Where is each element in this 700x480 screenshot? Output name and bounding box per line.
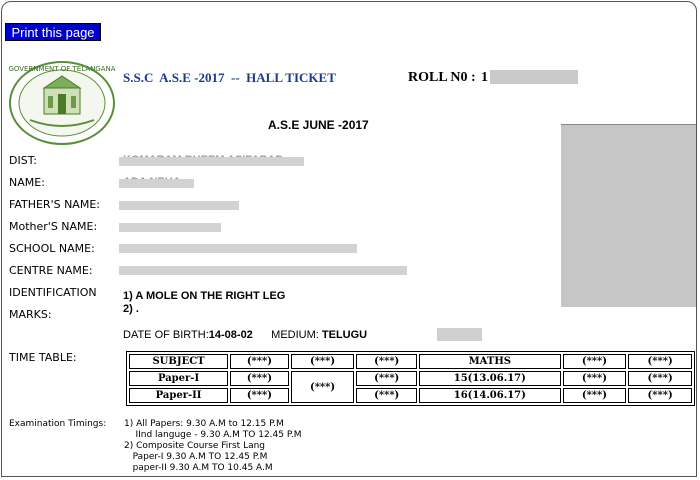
father-name-label: FATHER'S NAME:	[9, 198, 100, 211]
exam-timings-label: Examination Timings:	[9, 419, 107, 429]
exam-timings-text: 1) All Papers: 9.30 A.M to 12.15 P.M IInd languge - 9.30 A.M TO 12.45 P.M 2) Composite Course First Lang Paper-I 9.30 A.M TO 12.45 P.M paper-II 9.30 A.M TO 10.45 A.M	[124, 419, 302, 473]
timetable-row-paper-2	[129, 388, 692, 403]
emblem-text: GOVERNMENT OF TELANGANA	[8, 65, 116, 73]
timetable-cell: (***)	[356, 371, 417, 386]
timetable-cell: (***)	[628, 388, 692, 403]
medium-value: TELUGU	[321, 329, 368, 341]
print-page-button[interactable]: Print this page	[5, 23, 101, 41]
hall-ticket-title: S.S.C A.S.E -2017 -- HALL TICKET	[123, 70, 336, 85]
timetable-cell: (***)	[563, 371, 627, 386]
timetable-header-cell: (***)	[356, 354, 417, 369]
timetable-paper-label: Paper-II	[129, 388, 228, 403]
mother-name-redacted	[119, 223, 221, 232]
marks-label: MARKS:	[9, 308, 52, 321]
timetable-cell: (***)	[628, 371, 692, 386]
timetable-header-cell: (***)	[291, 354, 355, 369]
timetable	[126, 351, 695, 406]
timetable-header-cell: (***)	[628, 354, 692, 369]
timetable-cell: (***)	[230, 388, 289, 403]
school-name-redacted	[119, 244, 357, 253]
timetable-cell: (***)	[356, 388, 417, 403]
school-name-label: SCHOOL NAME:	[9, 242, 95, 255]
timetable-row-paper-1	[129, 371, 692, 386]
identification-mark-2: 2) .	[123, 303, 139, 315]
identification-mark-1: 1) A MOLE ON THE RIGHT LEG	[123, 290, 286, 302]
father-name-redacted	[119, 201, 239, 210]
timetable-paper-label: Paper-I	[129, 371, 228, 386]
timetable-cell: (***)	[563, 388, 627, 403]
centre-name-label: CENTRE NAME:	[9, 264, 93, 277]
dist-label: DIST:	[9, 154, 37, 167]
timetable-merged-cell: (***)	[291, 371, 355, 403]
identification-label: IDENTIFICATION	[9, 286, 97, 299]
timetable-cell: (***)	[230, 371, 289, 386]
timetable-header-cell: (***)	[230, 354, 289, 369]
roll-number-label: ROLL N0 :	[408, 70, 476, 85]
timetable-maths-cell: 15(13.06.17)	[419, 371, 561, 386]
medium-redacted	[437, 328, 482, 341]
dist-redacted	[119, 157, 304, 166]
dob-value: 14-08-02	[208, 329, 253, 341]
timetable-maths-cell: 16(14.06.17)	[419, 388, 561, 403]
name-redacted	[119, 179, 194, 188]
centre-name-redacted	[119, 266, 407, 275]
dob-label: DATE OF BIRTH:	[123, 329, 209, 341]
roll-number-visible: 1	[481, 70, 488, 85]
name-label: NAME:	[9, 176, 45, 189]
mother-name-label: Mother'S NAME:	[9, 220, 98, 233]
roll-number-redacted	[490, 70, 578, 84]
timetable-header-cell: (***)	[563, 354, 627, 369]
candidate-photo-redacted	[561, 124, 696, 307]
dob-medium-line	[123, 329, 367, 341]
timetable-header-maths: MATHS	[419, 354, 561, 369]
timetable-header-subject: SUBJECT	[129, 354, 228, 369]
telangana-emblem-icon	[8, 60, 116, 146]
exam-subtitle: A.S.E JUNE -2017	[268, 118, 369, 132]
timetable-header-row	[129, 354, 692, 369]
medium-label: MEDIUM:	[271, 329, 319, 341]
timetable-label: TIME TABLE:	[9, 351, 77, 364]
